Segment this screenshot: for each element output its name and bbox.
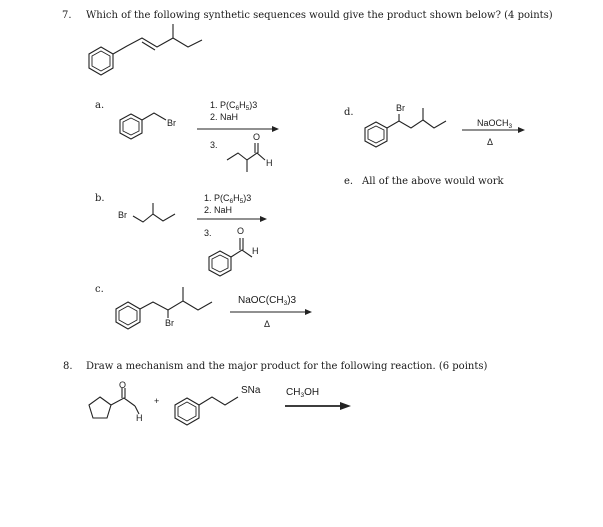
option-e-label: e. — [344, 176, 354, 187]
q8-plus: + — [154, 396, 160, 406]
question-7-number: 7. — [62, 10, 72, 21]
option-c-br: Br — [165, 318, 174, 328]
q8-solvent: $CH_3OH$ — [286, 387, 320, 399]
option-c-label: c. — [95, 284, 104, 295]
option-b-step3: 3. — [204, 228, 212, 238]
option-a-step2: 2. NaH — [210, 112, 239, 122]
option-b-step1: 1. $P(C_6H_5)3$ — [204, 193, 252, 205]
option-b-benzaldehyde — [209, 238, 252, 276]
q8-aldehyde-h: H — [136, 413, 143, 423]
option-a-label: a. — [95, 100, 105, 111]
question-7-text: Which of the following synthetic sequences would give the product shown below? (4 points) — [86, 10, 553, 21]
option-b-aldehyde-h: H — [252, 246, 259, 256]
option-c-alkyl-bromide — [116, 287, 212, 329]
option-d-reagent: NaOCH$_3$ — [477, 118, 513, 130]
option-a-aldehyde-o: O — [253, 132, 261, 142]
option-c-reagent: $NaOC(CH_3)3$ — [238, 295, 297, 307]
option-e-text: All of the above would work — [362, 176, 504, 187]
option-a-aldehyde — [227, 143, 265, 172]
option-b-label: b. — [95, 193, 105, 204]
option-b-step2: 2. NaH — [204, 205, 233, 215]
option-a-br: Br — [167, 118, 176, 128]
option-d-alkyl-bromide — [365, 108, 446, 147]
option-a-aldehyde-h: H — [266, 158, 273, 168]
option-b-aldehyde-o: O — [237, 226, 245, 236]
option-d-label: d. — [344, 107, 354, 118]
q8-nucleophile: SNa — [241, 385, 261, 396]
option-a-step1: 1. $P(C_6H_5)3$ — [210, 100, 258, 112]
option-c-condition: Δ — [264, 319, 271, 329]
option-b-alkyl-bromide — [133, 203, 175, 222]
option-d-br: Br — [396, 103, 405, 113]
option-a-step3: 3. — [210, 140, 218, 150]
question-8-number: 8. — [63, 361, 73, 372]
q8-aldehyde-o: O — [119, 380, 127, 390]
option-b-br: Br — [118, 210, 127, 220]
q8-thiolate — [175, 397, 238, 425]
question-8-text: Draw a mechanism and the major product for the following reaction. (6 points) — [86, 361, 488, 372]
q8-cyclopentyl-aldehyde — [89, 388, 139, 418]
q7-product-structure — [89, 24, 202, 75]
option-a-benzyl-bromide — [120, 113, 166, 139]
option-d-condition: Δ — [487, 137, 494, 147]
